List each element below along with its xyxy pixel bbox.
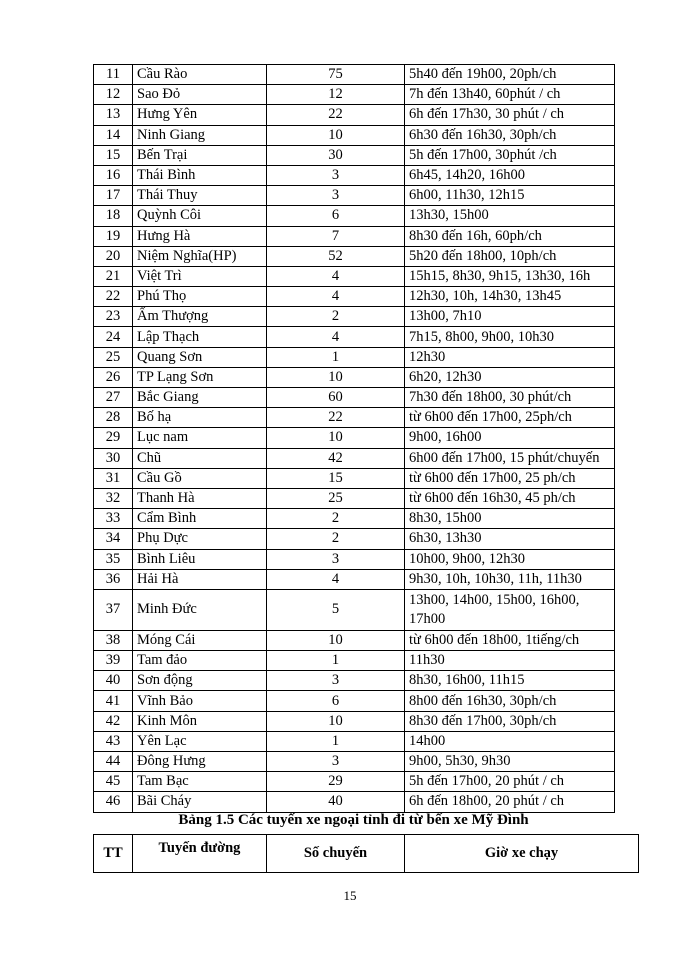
table-row <box>94 752 615 772</box>
table-row <box>94 549 615 569</box>
table-row <box>94 509 615 529</box>
trip-count: 4 <box>267 266 405 286</box>
trip-count: 4 <box>267 569 405 589</box>
departure-times: 6h đến 18h00, 20 phút / ch <box>405 792 615 812</box>
table-row <box>94 488 615 508</box>
route-name: Thái Bình <box>133 165 267 185</box>
table-row <box>94 367 615 387</box>
table-row <box>94 105 615 125</box>
departure-times: 5h20 đến 18h00, 10ph/ch <box>405 246 615 266</box>
row-number: 21 <box>94 266 133 286</box>
route-name: Sơn động <box>133 671 267 691</box>
route-name: TP Lạng Sơn <box>133 367 267 387</box>
route-name: Minh Đức <box>133 589 267 630</box>
trip-count: 2 <box>267 509 405 529</box>
departure-times: 13h00, 14h00, 15h00, 16h00, 17h00 <box>405 589 615 630</box>
trip-count: 3 <box>267 671 405 691</box>
row-number: 45 <box>94 772 133 792</box>
row-number: 15 <box>94 145 133 165</box>
trip-count: 40 <box>267 792 405 812</box>
departure-times: 6h đến 17h30, 30 phút / ch <box>405 105 615 125</box>
departure-times: 5h đến 17h00, 20 phút / ch <box>405 772 615 792</box>
trip-count: 4 <box>267 287 405 307</box>
trip-count: 5 <box>267 589 405 630</box>
row-number: 37 <box>94 589 133 630</box>
header-route: Tuyến đường <box>133 835 267 873</box>
trip-count: 25 <box>267 488 405 508</box>
header-time: Giờ xe chạy <box>405 835 639 873</box>
table-row <box>94 691 615 711</box>
row-number: 43 <box>94 731 133 751</box>
route-name: Cẩm Bình <box>133 509 267 529</box>
row-number: 19 <box>94 226 133 246</box>
trip-count: 10 <box>267 367 405 387</box>
trip-count: 2 <box>267 307 405 327</box>
routes-table <box>93 64 615 813</box>
row-number: 23 <box>94 307 133 327</box>
departure-times: 7h đến 13h40, 60phút / ch <box>405 85 615 105</box>
table-row <box>94 206 615 226</box>
table-row <box>94 792 615 812</box>
table-row <box>94 448 615 468</box>
row-number: 30 <box>94 448 133 468</box>
table-row <box>94 145 615 165</box>
departure-times: từ 6h00 đến 16h30, 45 ph/ch <box>405 488 615 508</box>
route-name: Phụ Dực <box>133 529 267 549</box>
row-number: 20 <box>94 246 133 266</box>
row-number: 40 <box>94 671 133 691</box>
table-row <box>94 671 615 691</box>
route-name: Ninh Giang <box>133 125 267 145</box>
trip-count: 1 <box>267 347 405 367</box>
table-row <box>94 186 615 206</box>
departure-times: 6h30 đến 16h30, 30ph/ch <box>405 125 615 145</box>
row-number: 41 <box>94 691 133 711</box>
departure-times: 9h00, 16h00 <box>405 428 615 448</box>
departure-times: 15h15, 8h30, 9h15, 13h30, 16h <box>405 266 615 286</box>
trip-count: 2 <box>267 529 405 549</box>
route-name: Bãi Cháy <box>133 792 267 812</box>
departure-times: 9h30, 10h, 10h30, 11h, 11h30 <box>405 569 615 589</box>
row-number: 29 <box>94 428 133 448</box>
departure-times: 14h00 <box>405 731 615 751</box>
route-name: Hải Hà <box>133 569 267 589</box>
row-number: 28 <box>94 408 133 428</box>
trip-count: 29 <box>267 772 405 792</box>
trip-count: 60 <box>267 388 405 408</box>
header-row <box>94 835 639 873</box>
next-table-header <box>93 834 639 873</box>
trip-count: 12 <box>267 85 405 105</box>
departure-times: 9h00, 5h30, 9h30 <box>405 752 615 772</box>
row-number: 16 <box>94 165 133 185</box>
row-number: 31 <box>94 468 133 488</box>
trip-count: 22 <box>267 408 405 428</box>
route-name: Thanh Hà <box>133 488 267 508</box>
route-name: Phú Thọ <box>133 287 267 307</box>
table-row <box>94 731 615 751</box>
departure-times: 8h30, 15h00 <box>405 509 615 529</box>
table-row <box>94 529 615 549</box>
table-row <box>94 85 615 105</box>
row-number: 42 <box>94 711 133 731</box>
route-name: Đông Hưng <box>133 752 267 772</box>
row-number: 13 <box>94 105 133 125</box>
route-name: Tam đảo <box>133 651 267 671</box>
departure-times: 10h00, 9h00, 12h30 <box>405 549 615 569</box>
table-caption: Bảng 1.5 Các tuyến xe ngoại tỉnh đi từ bến xe Mỹ Đình <box>178 812 529 828</box>
row-number: 44 <box>94 752 133 772</box>
row-number: 12 <box>94 85 133 105</box>
route-name: Lập Thạch <box>133 327 267 347</box>
departure-times: 6h00, 11h30, 12h15 <box>405 186 615 206</box>
row-number: 25 <box>94 347 133 367</box>
trip-count: 3 <box>267 186 405 206</box>
trip-count: 22 <box>267 105 405 125</box>
row-number: 34 <box>94 529 133 549</box>
row-number: 18 <box>94 206 133 226</box>
trip-count: 3 <box>267 549 405 569</box>
trip-count: 3 <box>267 752 405 772</box>
trip-count: 1 <box>267 651 405 671</box>
table-row <box>94 125 615 145</box>
departure-times: 12h30, 10h, 14h30, 13h45 <box>405 287 615 307</box>
table-row <box>94 226 615 246</box>
table-row <box>94 772 615 792</box>
row-number: 38 <box>94 630 133 650</box>
trip-count: 52 <box>267 246 405 266</box>
route-name: Lục nam <box>133 428 267 448</box>
route-name: Ấm Thượng <box>133 307 267 327</box>
departure-times: 8h00 đến 16h30, 30ph/ch <box>405 691 615 711</box>
route-name: Hưng Yên <box>133 105 267 125</box>
trip-count: 10 <box>267 125 405 145</box>
row-number: 39 <box>94 651 133 671</box>
trip-count: 10 <box>267 630 405 650</box>
departure-times: 6h20, 12h30 <box>405 367 615 387</box>
departure-times: 7h15, 8h00, 9h00, 10h30 <box>405 327 615 347</box>
departure-times: 12h30 <box>405 347 615 367</box>
route-name: Cầu Gồ <box>133 468 267 488</box>
row-number: 46 <box>94 792 133 812</box>
departure-times: 13h30, 15h00 <box>405 206 615 226</box>
departure-times: 5h40 đến 19h00, 20ph/ch <box>405 65 615 85</box>
table-row <box>94 388 615 408</box>
route-name: Quang Sơn <box>133 347 267 367</box>
route-name: Chũ <box>133 448 267 468</box>
trip-count: 6 <box>267 206 405 226</box>
departure-times: 6h45, 14h20, 16h00 <box>405 165 615 185</box>
trip-count: 10 <box>267 428 405 448</box>
departure-times: 6h00 đến 17h00, 15 phút/chuyến <box>405 448 615 468</box>
route-name: Niệm Nghĩa(HP) <box>133 246 267 266</box>
table-row <box>94 266 615 286</box>
table-row <box>94 630 615 650</box>
trip-count: 6 <box>267 691 405 711</box>
row-number: 33 <box>94 509 133 529</box>
table-row <box>94 711 615 731</box>
route-name: Thái Thuy <box>133 186 267 206</box>
departure-times: từ 6h00 đến 17h00, 25 ph/ch <box>405 468 615 488</box>
row-number: 24 <box>94 327 133 347</box>
table-row <box>94 327 615 347</box>
row-number: 14 <box>94 125 133 145</box>
route-name: Hưng Hà <box>133 226 267 246</box>
table-row <box>94 347 615 367</box>
table-row <box>94 468 615 488</box>
header-count: Số chuyến <box>267 835 405 873</box>
page-number: 15 <box>343 888 357 903</box>
departure-times: từ 6h00 đến 18h00, 1tiếng/ch <box>405 630 615 650</box>
route-name: Yên Lạc <box>133 731 267 751</box>
departure-times: 5h đến 17h00, 30phút /ch <box>405 145 615 165</box>
trip-count: 42 <box>267 448 405 468</box>
table-row <box>94 589 615 630</box>
table-row <box>94 65 615 85</box>
table-row <box>94 307 615 327</box>
row-number: 26 <box>94 367 133 387</box>
departure-times: từ 6h00 đến 17h00, 25ph/ch <box>405 408 615 428</box>
route-name: Móng Cái <box>133 630 267 650</box>
route-name: Bến Trại <box>133 145 267 165</box>
row-number: 35 <box>94 549 133 569</box>
departure-times: 7h30 đến 18h00, 30 phút/ch <box>405 388 615 408</box>
table-row <box>94 246 615 266</box>
row-number: 32 <box>94 488 133 508</box>
table-row <box>94 569 615 589</box>
table-row <box>94 651 615 671</box>
route-name: Bình Liêu <box>133 549 267 569</box>
trip-count: 75 <box>267 65 405 85</box>
departure-times: 8h30, 16h00, 11h15 <box>405 671 615 691</box>
route-name: Cầu Rào <box>133 65 267 85</box>
route-name: Quỳnh Côi <box>133 206 267 226</box>
departure-times: 8h30 đến 16h, 60ph/ch <box>405 226 615 246</box>
trip-count: 10 <box>267 711 405 731</box>
row-number: 17 <box>94 186 133 206</box>
routes-table-body <box>94 65 615 813</box>
table-row <box>94 287 615 307</box>
trip-count: 1 <box>267 731 405 751</box>
table-row <box>94 165 615 185</box>
trip-count: 3 <box>267 165 405 185</box>
departure-times: 11h30 <box>405 651 615 671</box>
row-number: 27 <box>94 388 133 408</box>
route-name: Kinh Môn <box>133 711 267 731</box>
route-name: Vĩnh Bảo <box>133 691 267 711</box>
route-name: Việt Trì <box>133 266 267 286</box>
route-name: Bố hạ <box>133 408 267 428</box>
trip-count: 15 <box>267 468 405 488</box>
departure-times: 13h00, 7h10 <box>405 307 615 327</box>
departure-times: 8h30 đến 17h00, 30ph/ch <box>405 711 615 731</box>
row-number: 22 <box>94 287 133 307</box>
route-name: Sao Đỏ <box>133 85 267 105</box>
row-number: 11 <box>94 65 133 85</box>
table-row <box>94 428 615 448</box>
row-number: 36 <box>94 569 133 589</box>
trip-count: 30 <box>267 145 405 165</box>
trip-count: 7 <box>267 226 405 246</box>
departure-times: 6h30, 13h30 <box>405 529 615 549</box>
trip-count: 4 <box>267 327 405 347</box>
route-name: Tam Bạc <box>133 772 267 792</box>
route-name: Bắc Giang <box>133 388 267 408</box>
header-tt: TT <box>94 835 133 873</box>
table-row <box>94 408 615 428</box>
